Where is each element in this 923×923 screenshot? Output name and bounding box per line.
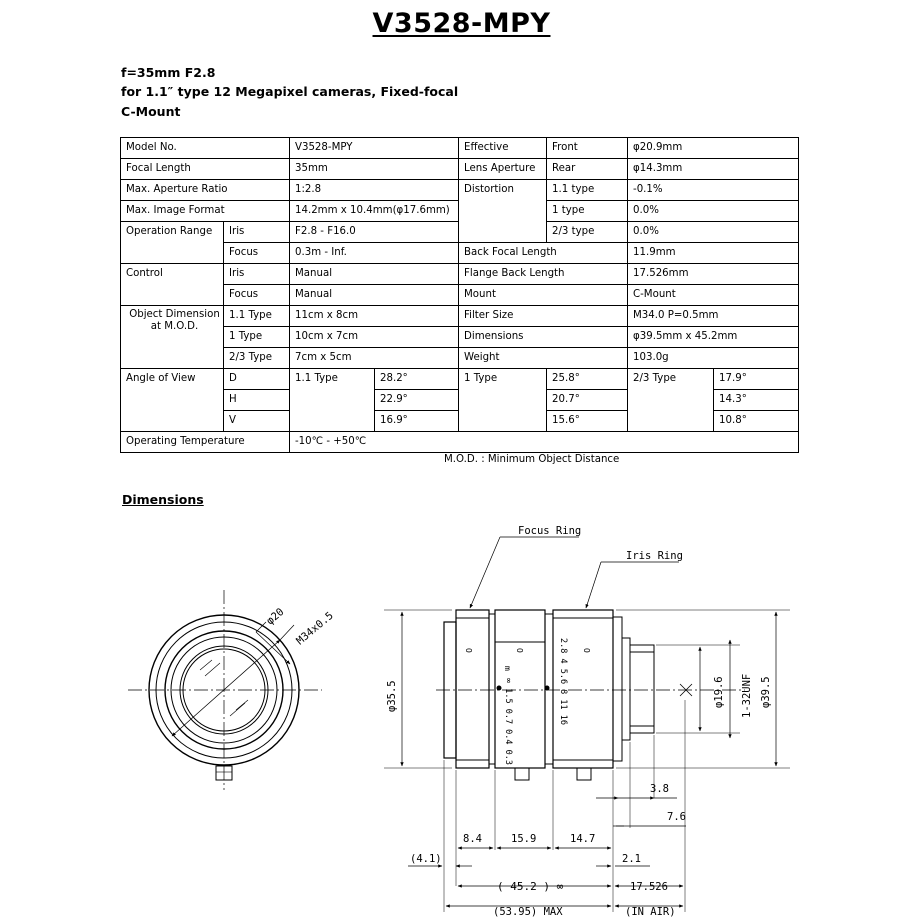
- phi19-6-label: φ19.6: [713, 676, 725, 708]
- spec-value: Manual: [290, 264, 459, 285]
- phi35-5-label: φ35.5: [386, 680, 398, 712]
- focus-dot: [497, 686, 502, 691]
- spec-label: Focus: [224, 243, 290, 264]
- spec-value: 35mm: [290, 159, 459, 180]
- spec-label: Lens Aperture: [459, 159, 547, 180]
- spec-label: 2/3 Type: [224, 348, 290, 369]
- spec-label: Iris: [224, 264, 290, 285]
- spec-value: 16.9°: [375, 411, 459, 432]
- spec-value: 103.0g: [628, 348, 799, 369]
- phi20-label: φ20: [264, 605, 287, 628]
- spec-value: 14.2mm x 10.4mm(φ17.6mm): [290, 201, 459, 222]
- spec-label: Control: [121, 264, 224, 306]
- spec-value: 0.0%: [628, 222, 799, 243]
- spec-value: -0.1%: [628, 180, 799, 201]
- subtitle-mount: C-Mount: [121, 104, 181, 119]
- mod-note: M.O.D. : Minimum Object Distance: [444, 454, 620, 465]
- m34-label: M34x0.5: [294, 609, 336, 648]
- phi39-5-label: φ39.5: [760, 676, 772, 708]
- iris-scale: 2.8 4 5.6 8 11 16: [558, 638, 568, 725]
- dimensions-title: Dimensions: [122, 492, 204, 507]
- spec-label: 2/3 Type: [628, 369, 714, 432]
- front-mark: O: [464, 648, 473, 653]
- dim-15-9: 15.9: [511, 833, 537, 845]
- spec-label: 1 type: [547, 201, 628, 222]
- spec-value: 0.0%: [628, 201, 799, 222]
- dim-3-8: 3.8: [650, 783, 669, 795]
- spec-label: Rear: [547, 159, 628, 180]
- spec-value: -10℃ - +50℃: [290, 432, 799, 453]
- dim-2-1: 2.1: [622, 853, 641, 865]
- spec-label: Weight: [459, 348, 628, 369]
- spec-label: 1.1 Type: [290, 369, 375, 432]
- spec-value: 0.3m - Inf.: [290, 243, 459, 264]
- spec-label: Dimensions: [459, 327, 628, 348]
- spec-value: 15.6°: [547, 411, 628, 432]
- spec-label: at M.O.D.: [150, 321, 199, 332]
- spec-label: Operation Range: [121, 222, 224, 264]
- spec-value: M34.0 P=0.5mm: [628, 306, 799, 327]
- spec-label: Flange Back Length: [459, 264, 628, 285]
- spec-value: 17.9°: [714, 369, 799, 390]
- spec-label: Model No.: [121, 138, 290, 159]
- spec-label: Mount: [459, 285, 628, 306]
- focus-mark: O: [515, 648, 524, 653]
- dim-4-1: (4.1): [410, 853, 442, 865]
- spec-label: Front: [547, 138, 628, 159]
- spec-value: 17.526mm: [628, 264, 799, 285]
- dim-53-95: (53.95) MAX: [493, 906, 563, 918]
- spec-value: φ39.5mm x 45.2mm: [628, 327, 799, 348]
- spec-label: Object Dimension: [129, 309, 220, 320]
- spec-value: 25.8°: [547, 369, 628, 390]
- dim-14-7: 14.7: [570, 833, 596, 845]
- spec-value: 1:2.8: [290, 180, 459, 201]
- spec-label: Operating Temperature: [121, 432, 290, 453]
- front-view: [128, 590, 322, 790]
- spec-value: C-Mount: [628, 285, 799, 306]
- spec-label: Filter Size: [459, 306, 628, 327]
- dim-45-2: ( 45.2 ) ∞: [497, 880, 564, 893]
- unf-label: 1-32UNF: [741, 673, 753, 718]
- in-air-label: (IN AIR): [625, 906, 676, 918]
- spec-label: H: [224, 390, 290, 411]
- spec-label: Angle of View: [121, 369, 224, 432]
- spec-label: Focal Length: [121, 159, 290, 180]
- spec-value: 11.9mm: [628, 243, 799, 264]
- page-title: V3528-MPY: [372, 8, 551, 39]
- subtitle-camera: for 1.1″ type 12 Megapixel cameras, Fixed-focal: [121, 84, 459, 99]
- iris-ring-label: Iris Ring: [626, 550, 683, 562]
- spec-label: D: [224, 369, 290, 390]
- spec-value: φ14.3mm: [628, 159, 799, 180]
- subtitle-focal: f=35mm F2.8: [121, 65, 216, 80]
- spec-label: 1.1 Type: [224, 306, 290, 327]
- spec-label: Max. Image Format: [121, 201, 290, 222]
- spec-value: 22.9°: [375, 390, 459, 411]
- dim-8-4: 8.4: [463, 833, 482, 845]
- spec-label: Effective: [459, 138, 547, 159]
- spec-value: F2.8 - F16.0: [290, 222, 459, 243]
- spec-value: 10cm x 7cm: [290, 327, 459, 348]
- spec-label: Iris: [224, 222, 290, 243]
- spec-label: Distortion: [459, 180, 547, 243]
- focus-ring-label: Focus Ring: [518, 525, 582, 537]
- dim-17-526: 17.526: [630, 881, 668, 893]
- spec-label: 1 Type: [224, 327, 290, 348]
- spec-label: 2/3 type: [547, 222, 628, 243]
- spec-value: φ20.9mm: [628, 138, 799, 159]
- focus-scale: ∞ 1.5 0.7 0.4 0.3: [503, 678, 513, 765]
- spec-label: 1 Type: [459, 369, 547, 432]
- spec-value: 20.7°: [547, 390, 628, 411]
- spec-label: 1.1 type: [547, 180, 628, 201]
- spec-value: Manual: [290, 285, 459, 306]
- spec-value: V3528-MPY: [290, 138, 459, 159]
- spec-value: 11cm x 8cm: [290, 306, 459, 327]
- iris-mark: O: [582, 648, 591, 653]
- spec-value: 28.2°: [375, 369, 459, 390]
- spec-value: 10.8°: [714, 411, 799, 432]
- side-view: [384, 537, 790, 912]
- spec-label: V: [224, 411, 290, 432]
- spec-label: Max. Aperture Ratio: [121, 180, 290, 201]
- iris-dot: [545, 686, 550, 691]
- spec-value: 7cm x 5cm: [290, 348, 459, 369]
- spec-label: Focus: [224, 285, 290, 306]
- spec-label: Back Focal Length: [459, 243, 628, 264]
- dim-7-6: 7.6: [667, 811, 686, 823]
- meter-mark: m: [503, 666, 512, 671]
- spec-value: 14.3°: [714, 390, 799, 411]
